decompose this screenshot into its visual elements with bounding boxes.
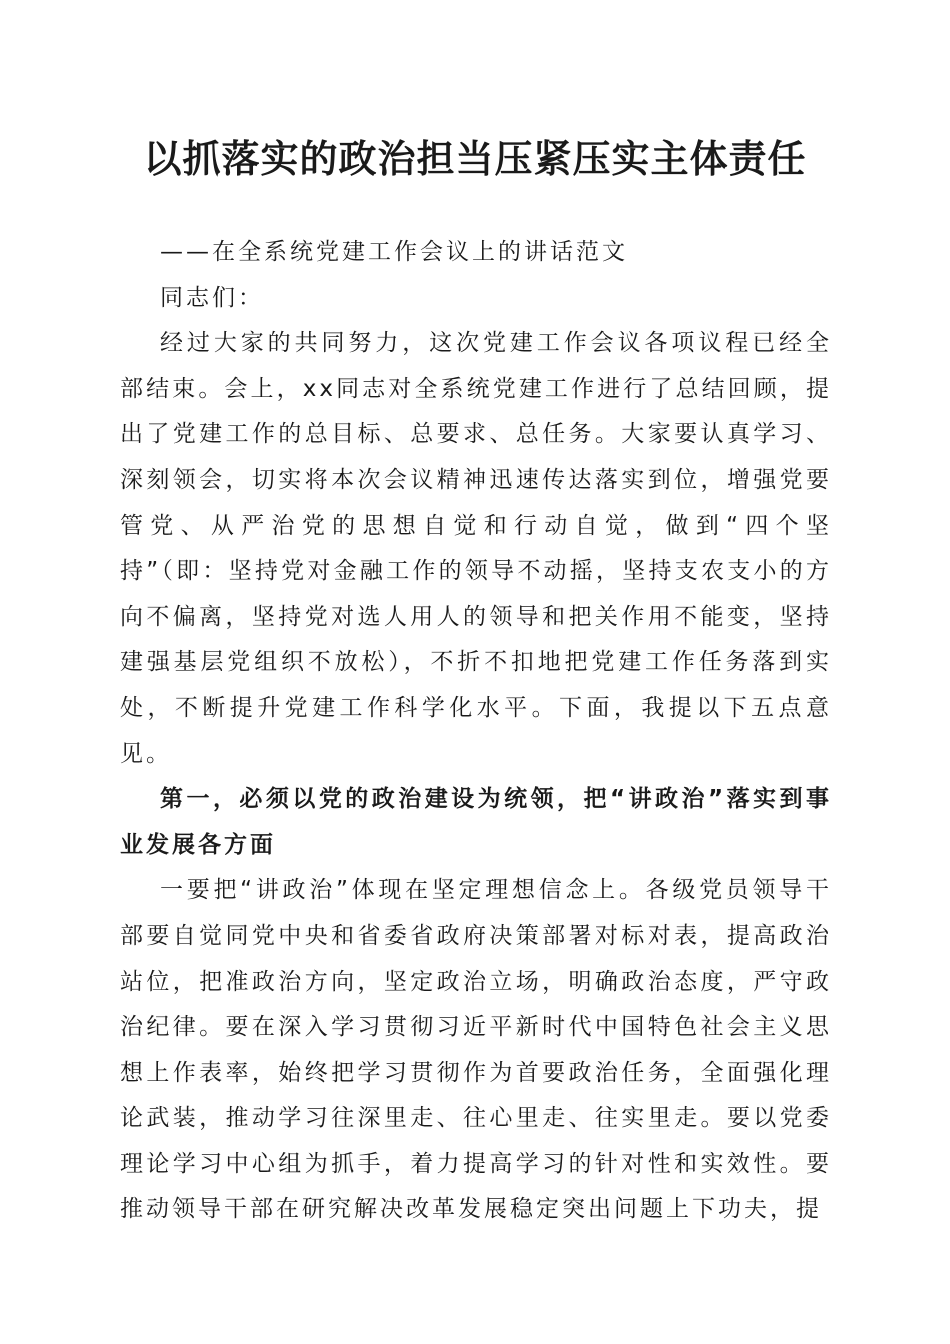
section-heading: 第一，必须以党的政治建设为统领，把“讲政治”落实到事业发展各方面 [120, 786, 832, 858]
subtitle: ——在全系统党建工作会议上的讲话范文 [160, 239, 628, 265]
salutation: 同志们： [160, 284, 264, 311]
intro-paragraph: 经过大家的共同努力，这次党建工作会议各项议程已经全部结束。会上，xx同志对全系统党建工作进行了总结回顾，提出了党建工作的总目标、总要求、总任务。大家要认真学习、深刻领会，切实将本次会议精神迅速传达落实到位，增强党要管党、从严治党的思想自觉和行动自觉，做到“四个坚持”（即：坚持党对金融工作的领导不动摇，坚持支农支小的方向不偏离，坚持党对选人用人的领导和把关作用不能变，坚持建强基层党组织不放松），不折不扣地把党建工作任务落到实处，不断提升党建工作科学化水平。下面，我提以下五点意见。 [120, 330, 832, 767]
document-body [120, 230, 832, 1233]
document-title: 以抓落实的政治担当压紧压实主体责任 [143, 136, 807, 181]
section-paragraph: 一要把“讲政治”体现在坚定理想信念上。各级党员领导干部要自觉同党中央和省委省政府决策部署对标对表，提高政治站位，把准政治方向，坚定政治立场，明确政治态度，严守政治纪律。要在深入学习贯彻习近平新时代中国特色社会主义思想上作表率，始终把学习贯彻作为首要政治任务，全面强化理论武装，推动学习往深里走、往心里走、往实里走。要以党委理论学习中心组为抓手，着力提高学习的针对性和实效性。要推动领导干部在研究解决改革发展稳定突出问题上下功夫，提 [120, 877, 832, 1223]
